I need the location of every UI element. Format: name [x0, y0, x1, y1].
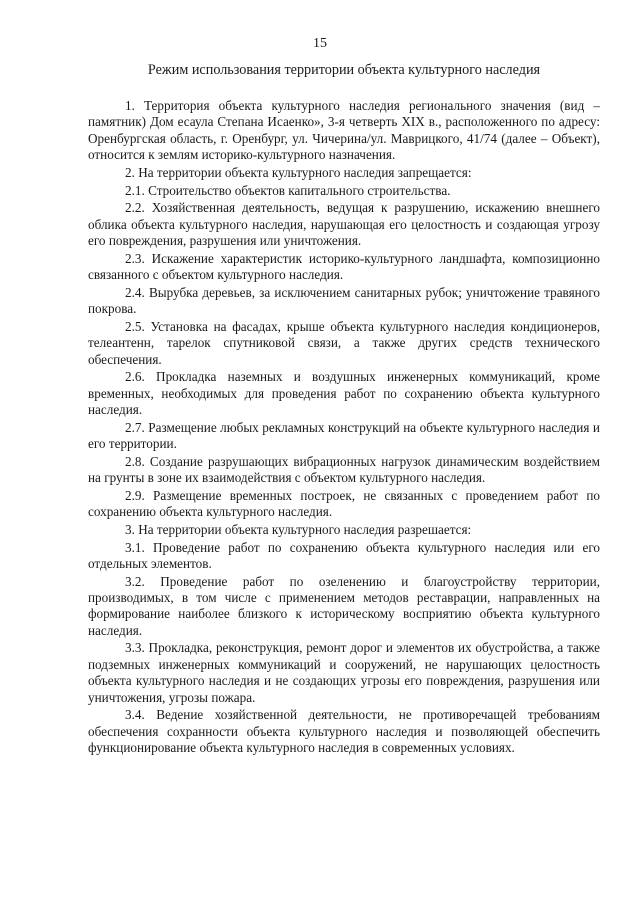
paragraph-2-6: 2.6. Прокладка наземных и воздушных инженерных коммуникаций, кроме временных, необходимых для проведения работ по сохранению объекта культурного наследия.	[88, 369, 600, 417]
page-number: 15	[313, 36, 327, 51]
paragraph-2-3: 2.3. Искажение характеристик историко-культурного ландшафта, композиционно связанного с объектом культурного наследия.	[88, 250, 600, 282]
paragraph-3-2: 3.2. Проведение работ по озеленению и благоустройству территории, производимых, в том числе с применением методов реставрации, направленных на формирование наиболее близкого к историческому восприятию объекта культурного наследия.	[88, 573, 600, 638]
paragraph-2-9: 2.9. Размещение временных построек, не связанных с проведением работ по сохранению объекта культурного наследия.	[88, 487, 600, 520]
document-title: Режим использования территории объекта культурного наследия	[147, 62, 541, 78]
paragraph-2-4: 2.4. Вырубка деревьев, за исключением санитарных рубок; уничтожение травяного покрова.	[88, 284, 600, 317]
paragraph-3-1: 3.1. Проведение работ по сохранению объекта культурного наследия или его отдельных элементов.	[88, 539, 600, 571]
paragraph-3-3: 3.3. Прокладка, реконструкция, ремонт дорог и элементов их обустройства, а также подземных инженерных коммуникаций и сооружений, не нарушающих целостность объекта культурного наследия и не создающих угрозы его повреждения, разрушения или уничтожения, угрозы пожара.	[88, 640, 600, 705]
paragraph-2-7: 2.7. Размещение любых рекламных конструкций на объекте культурного наследия и его территории.	[88, 419, 600, 451]
paragraph-1: 1. Территория объекта культурного наследия регионального значения (вид – памятник) Дом есаула Степана Исаенко», 3-я четверть XIX в., расположенного по адресу: Оренбургская область, г. Оренбург, ул. Чичерина/ул. Маврицкого, 41/74 (далее – Объект), относится к землям историко-культурного назначения.	[88, 98, 600, 163]
paragraph-2-8: 2.8. Создание разрушающих вибрационных нагрузок динамическим воздействием на грунты в зоне их взаимодействия с объектом культурного наследия.	[88, 453, 600, 486]
paragraph-3: 3. На территории объекта культурного наследия разрешается:	[125, 521, 472, 537]
document-body	[88, 98, 600, 758]
paragraph-2: 2. На территории объекта культурного наследия запрещается:	[125, 164, 472, 180]
paragraph-2-1: 2.1. Строительство объектов капитального строительства.	[125, 182, 451, 198]
paragraph-2-5: 2.5. Установка на фасадах, крыше объекта культурного наследия кондиционеров, телеантенн, тарелок спутниковой связи, а также других средств технического обеспечения.	[88, 318, 600, 367]
paragraph-3-4: 3.4. Ведение хозяйственной деятельности, не противоречащей требованиям обеспечения сохранности объекта культурного наследия и позволяющей обеспечить функционирование объекта культурного наследия в современных условиях.	[88, 707, 600, 755]
paragraph-2-2: 2.2. Хозяйственная деятельность, ведущая к разрушению, искажению внешнего облика объекта культурного наследия, нарушающая его целостность и создающая угрозу его повреждения, разрушения или уничтожения.	[88, 200, 600, 248]
